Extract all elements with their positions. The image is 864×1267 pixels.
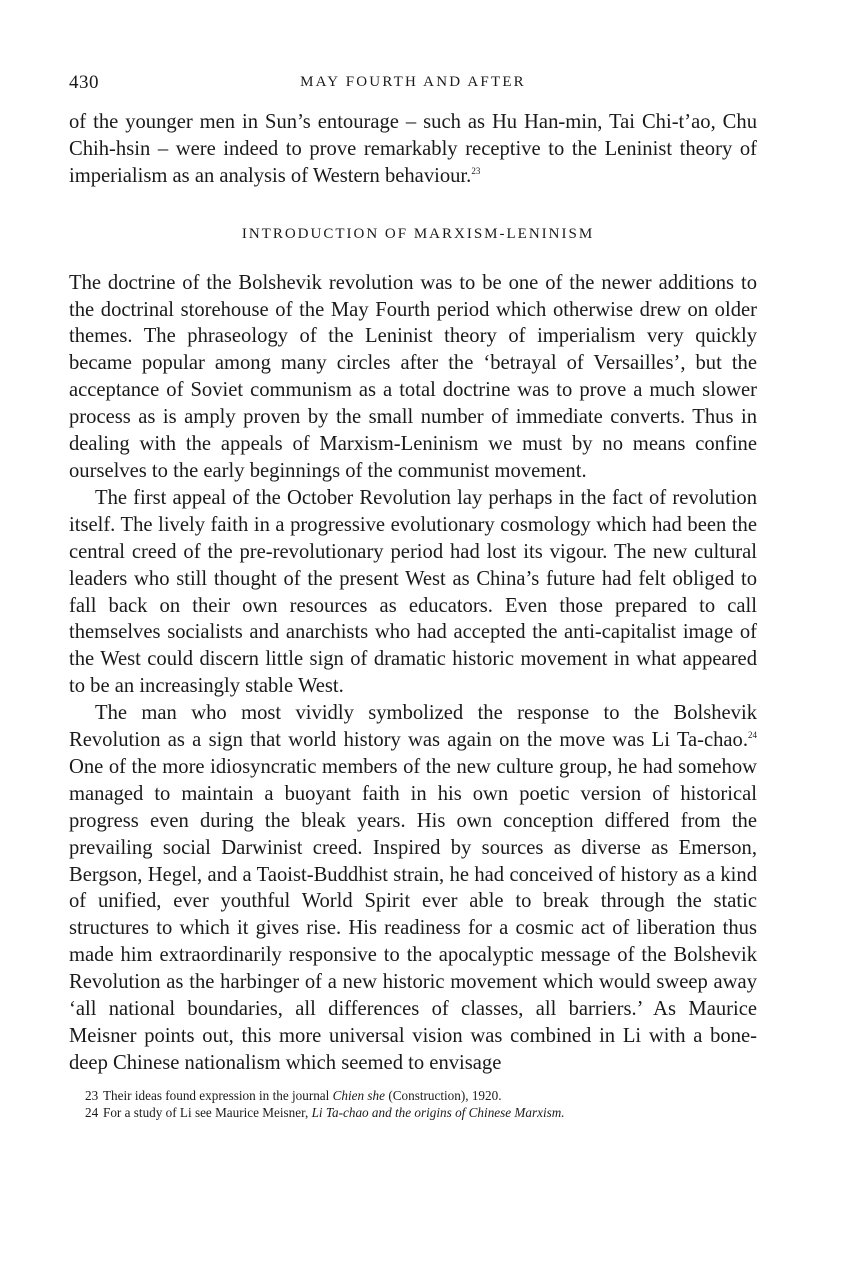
- footnote-number: 23: [85, 1087, 99, 1103]
- journal-title: Chien she: [332, 1087, 386, 1103]
- paragraph-continued: of the younger men in Sun’s entourage – such as Hu Han-min, Tai Chi-t’ao, Chu Chih-hsin – were indeed to prove remarkably receptive to the Leninist theory of imperialism as an analysis of Western behaviour.$^{23}$: [69, 111, 757, 187]
- footnote-24: 24 For a study of Li see Maurice Meisner, Li Ta-chao and the origins of Chinese Marxism.: [85, 1105, 565, 1121]
- book-page: [69, 72, 757, 1122]
- footnotes: [69, 1087, 757, 1122]
- footnote-reference-24: 24: [748, 730, 757, 741]
- footnote-23: 23 Their ideas found expression in the journal Chien she (Construction), 1920.: [85, 1087, 502, 1103]
- book-title: Li Ta-chao and the origins of Chinese Marxism.: [311, 1105, 565, 1121]
- footnote-reference-23: 23: [471, 165, 481, 176]
- body-text: [69, 109, 757, 1077]
- section-heading: INTRODUCTION OF MARXISM-LENINISM: [241, 225, 595, 242]
- paragraph: The first appeal of the October Revolution lay perhaps in the fact of revolution itself. The lively faith in a progressive evolutionary cosmology which had been the central creed of the pre-revolutionary period had lost its vigour. The new cultural leaders who still thought of the present West as China’s future had felt obliged to fall back on their own resources as educators. Even those prepared to call themselves socialists and anarchists who had accepted the anti-capitalist image of the West could discern little sign of dramatic historic movement in what appeared to be an increasingly stable West.: [69, 486, 757, 698]
- running-title: MAY FOURTH AND AFTER: [300, 74, 526, 90]
- paragraph: The man who most vividly symbolized the response to the Bolshevik Revolution as a sign that world history was again on the move was Li Ta-chao.$^{24}$ One of the more idiosyncratic members of the new culture group, he had somehow managed to maintain a buoyant faith in his own poetic version of historical progress even during the bleak years. His own conception differed from the prevailing social Darwinist creed. Inspired by sources as diverse as Emerson, Bergson, Hegel, and a Taoist-Buddhist strain, he had conceived of history as a kind of unified, ever youthful World Spirit ever able to break through the static structures to which it gives rise. His readiness for a cosmic act of liberation thus made him extraordinarily responsive to the apocalyptic message of the Bolshevik Revolution as the harbinger of a new historic movement which would sweep away ‘all national boundaries, all differences of classes, all barriers.’ As Maurice Meisner points out, this more universal vision was combined in Li with a bone-deep Chinese nationalism which seemed to envisage: [69, 702, 757, 1074]
- footnote-number: 24: [85, 1105, 99, 1121]
- running-head: [69, 72, 757, 102]
- paragraph: The doctrine of the Bolshevik revolution was to be one of the newer additions to the doctrinal storehouse of the May Fourth period which otherwise drew on older themes. The phraseology of the Leninist theory of imperialism very quickly became popular among many circles after the ‘betrayal of Versailles’, but the acceptance of Soviet communism as a total doctrine was to prove a much slower process as is amply proven by the small number of immediate converts. Thus in dealing with the appeals of Marxism-Leninism we must by no means confine ourselves to the early beginnings of the communist movement.: [69, 271, 757, 482]
- page-number: 430: [69, 72, 99, 93]
